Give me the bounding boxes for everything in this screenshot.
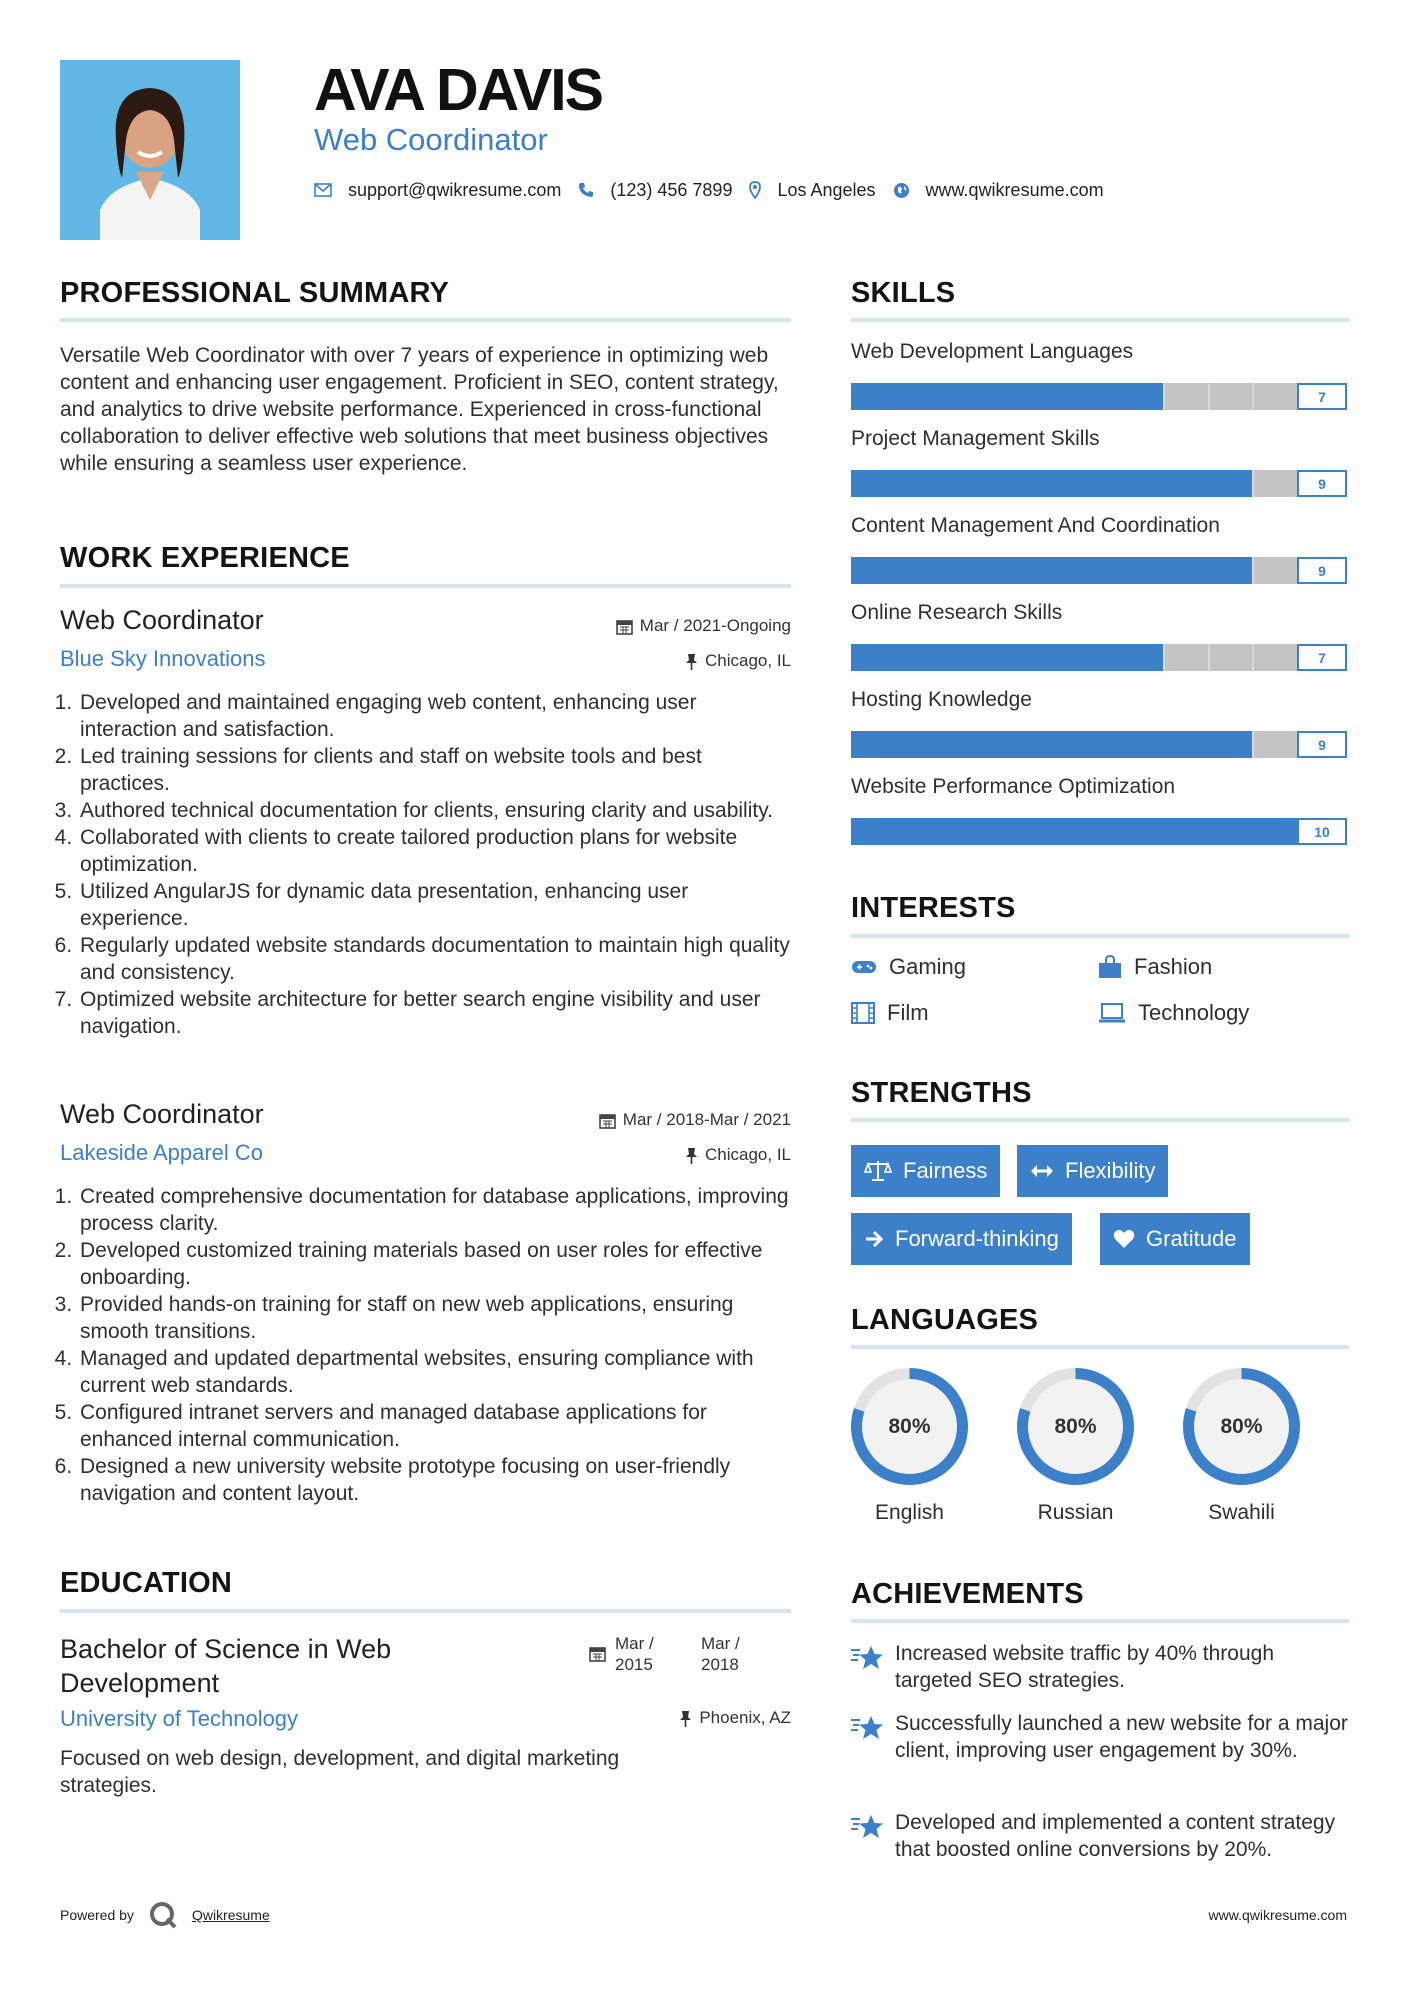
language-percent: 80% — [888, 1414, 931, 1438]
experience-heading: WORK EXPERIENCE — [60, 542, 350, 574]
contact-phone-text: (123) 456 7899 — [610, 179, 733, 200]
interest-label: Fashion — [1134, 954, 1213, 979]
education-end — [701, 1633, 740, 1675]
skill-bar-segment — [1163, 644, 1165, 671]
achievement-text: Developed and implemented a content strategy that boosted online conversions by 20%. — [895, 1811, 1336, 1861]
contact-website-text: www.qwikresume.com — [925, 179, 1104, 200]
heart-icon — [1113, 1229, 1135, 1249]
calendar-icon — [616, 618, 633, 635]
qwikresume-logo-icon — [148, 1900, 178, 1930]
profile-photo — [60, 60, 240, 240]
list-item: 5. Configured intranet servers and managed database applications for enhanced internal communication. — [78, 1399, 791, 1453]
list-item: 5. Utilized AngularJS for dynamic data presentation, enhancing user experience. — [78, 878, 791, 932]
skill-bar-segment — [1252, 557, 1254, 584]
calendar-icon — [599, 1112, 616, 1129]
contact-bar — [314, 178, 1121, 202]
list-item: 7. Optimized website architecture for better search engine visibility and user navigation. — [78, 986, 791, 1040]
interest-item-film — [851, 1000, 929, 1026]
skill-bar-segment — [1208, 383, 1210, 410]
strength-chip-gratitude — [1100, 1213, 1250, 1265]
skill-label: Online Research Skills — [851, 601, 1063, 624]
education-location — [679, 1708, 791, 1728]
envelope-icon — [314, 183, 332, 197]
job-title: Web Coordinator — [60, 605, 264, 635]
strength-label: Fairness — [903, 1158, 988, 1183]
gamepad-icon — [851, 958, 877, 976]
skill-bar — [851, 731, 1347, 758]
interest-label: Technology — [1138, 1000, 1250, 1025]
strength-chip-fairness — [851, 1145, 1000, 1197]
skill-label: Hosting Knowledge — [851, 688, 1032, 711]
skill-bar-fill — [851, 731, 1252, 758]
language-ring — [1015, 1366, 1136, 1487]
experience-rule — [60, 584, 791, 588]
contact-location — [749, 180, 875, 201]
skill-bar-segment — [1208, 644, 1210, 671]
language-name: Swahili — [1208, 1501, 1275, 1524]
shooting-star-icon — [850, 1813, 884, 1846]
language-name: Russian — [1037, 1501, 1114, 1524]
pushpin-icon — [685, 653, 698, 670]
strength-label: Flexibility — [1065, 1158, 1156, 1183]
interests-heading: INTERESTS — [851, 892, 1016, 924]
shooting-star-icon — [850, 1714, 884, 1747]
contact-website[interactable] — [893, 180, 1104, 201]
skill-score: 9 — [1297, 731, 1347, 758]
list-item: 4. Managed and updated departmental websites, ensuring compliance with current web standards. — [78, 1345, 791, 1399]
school-name: University of Technology — [60, 1706, 299, 1731]
education-heading: EDUCATION — [60, 1567, 233, 1599]
language-percent: 80% — [1054, 1414, 1097, 1438]
interest-item-technology — [1098, 1000, 1249, 1026]
list-item: 3. Provided hands-on training for staff on new web applications, ensuring smooth transitions. — [78, 1291, 791, 1345]
job-location — [685, 1145, 791, 1165]
contact-email[interactable] — [314, 180, 561, 201]
education-start-year: 2015 — [615, 1655, 653, 1674]
achievement-text: Increased website traffic by 40% through targeted SEO strategies. — [895, 1642, 1274, 1692]
candidate-role: Web Coordinator — [314, 122, 548, 157]
list-item: 1. Created comprehensive documentation for database applications, improving process clarity. — [78, 1183, 791, 1237]
list-item: 6. Regularly updated website standards documentation to maintain high quality and consistency. — [78, 932, 791, 986]
education-date — [589, 1633, 789, 1673]
strength-label: Forward-thinking — [895, 1226, 1059, 1251]
skill-label: Project Management Skills — [851, 427, 1100, 450]
language-name: English — [875, 1501, 944, 1524]
education-end-year: 2018 — [701, 1655, 739, 1674]
achievements-heading: ACHIEVEMENTS — [851, 1578, 1084, 1610]
list-item: 2. Developed customized training materials based on user roles for effective onboarding. — [78, 1237, 791, 1291]
map-marker-icon — [749, 181, 761, 199]
film-icon — [851, 1002, 875, 1024]
job-location-text: Chicago, IL — [705, 1145, 791, 1164]
list-item: 4. Collaborated with clients to create tailored production plans for website optimization. — [78, 824, 791, 878]
contact-location-text: Los Angeles — [777, 179, 876, 200]
skill-score: 9 — [1297, 557, 1347, 584]
interest-label: Film — [887, 1000, 929, 1025]
shooting-star-icon — [850, 1644, 884, 1677]
globe-icon — [893, 182, 910, 199]
skill-bar — [851, 383, 1347, 410]
interest-label: Gaming — [889, 954, 967, 979]
skill-bar-fill — [851, 644, 1163, 671]
skill-score: 7 — [1297, 383, 1347, 410]
arrow-right-icon — [864, 1229, 884, 1249]
skill-bar-segment — [1252, 731, 1254, 758]
powered-by-text: Powered by — [60, 1907, 134, 1923]
footer-powered — [60, 1900, 270, 1930]
brand-link[interactable]: Qwikresume — [191, 1907, 270, 1923]
list-item: 2. Led training sessions for clients and staff on website tools and best practices. — [78, 743, 791, 797]
skill-bar-fill — [851, 557, 1252, 584]
strength-chip-flexibility — [1017, 1145, 1168, 1197]
achievements-rule — [851, 1619, 1349, 1623]
footer-url[interactable]: www.qwikresume.com — [1208, 1907, 1347, 1923]
skill-bar-fill — [851, 470, 1252, 497]
strengths-rule — [851, 1118, 1349, 1122]
skill-bar-segment — [1163, 383, 1165, 410]
job-company: Lakeside Apparel Co — [60, 1140, 264, 1165]
job-date — [616, 616, 791, 636]
education-location-text: Phoenix, AZ — [699, 1708, 791, 1727]
degree-title: Bachelor of Science in Web Development — [60, 1634, 392, 1698]
skill-label: Web Development Languages — [851, 340, 1134, 363]
skill-bar-fill — [851, 383, 1163, 410]
skill-bar-segment — [1252, 644, 1254, 671]
interest-item-fashion — [1098, 954, 1212, 980]
job-location-text: Chicago, IL — [705, 651, 791, 670]
skill-bar — [851, 818, 1347, 845]
summary-text: Versatile Web Coordinator with over 7 years of experience in optimizing web content and enhancing user engagement. Proficient in SEO, content strategy, and analytics to drive website performance. Experienced in cross-functional collaboration to deliver effective web solutions that meet business objectives while ensuring a seamless user experience. — [60, 344, 779, 475]
languages-rule — [851, 1345, 1349, 1349]
strength-label: Gratitude — [1146, 1226, 1237, 1251]
job-company: Blue Sky Innovations — [60, 646, 266, 671]
list-item: 1. Developed and maintained engaging web content, enhancing user interaction and satisfaction. — [78, 689, 791, 743]
contact-phone[interactable] — [578, 180, 732, 201]
skill-label: Content Management And Coordination — [851, 514, 1220, 537]
skill-bar — [851, 470, 1347, 497]
education-end-month: Mar / — [701, 1634, 740, 1653]
candidate-name: AVA DAVIS — [314, 57, 602, 123]
laptop-icon — [1098, 1003, 1126, 1023]
skill-bar — [851, 557, 1347, 584]
skill-bar-segment — [1252, 383, 1254, 410]
summary-rule — [60, 318, 791, 322]
skill-score: 10 — [1297, 818, 1347, 845]
shopping-bag-icon — [1098, 955, 1122, 979]
summary-heading: PROFESSIONAL SUMMARY — [60, 277, 450, 309]
skill-bar-fill — [851, 818, 1297, 845]
skill-label: Website Performance Optimization — [851, 775, 1176, 798]
skill-bar — [851, 644, 1347, 671]
education-start-month: Mar / — [615, 1634, 654, 1653]
skills-rule — [851, 318, 1349, 322]
balance-scale-icon — [864, 1160, 892, 1182]
languages-heading: LANGUAGES — [851, 1304, 1039, 1336]
job-duties — [60, 689, 791, 1040]
language-ring — [1181, 1366, 1302, 1487]
education-description: Focused on web design, development, and digital marketing strategies. — [60, 1747, 620, 1797]
contact-email-text: support@qwikresume.com — [348, 179, 562, 200]
skill-score: 9 — [1297, 470, 1347, 497]
job-date-text: Mar / 2021-Ongoing — [639, 616, 791, 635]
job-title: Web Coordinator — [60, 1099, 264, 1129]
job-location — [685, 651, 791, 671]
calendar-icon — [589, 1645, 606, 1662]
strength-chip-forward-thinking — [851, 1213, 1072, 1265]
language-percent: 80% — [1220, 1414, 1263, 1438]
job-date — [599, 1110, 791, 1130]
pushpin-icon — [679, 1710, 692, 1727]
achievement-text: Successfully launched a new website for a major client, improving user engagement by 30%. — [895, 1712, 1348, 1762]
language-ring — [849, 1366, 970, 1487]
skills-heading: SKILLS — [851, 277, 956, 309]
job-date-text: Mar / 2018-Mar / 2021 — [622, 1110, 791, 1129]
skill-bar-segment — [1252, 470, 1254, 497]
list-item: 3. Authored technical documentation for clients, ensuring clarity and usability. — [78, 797, 791, 824]
strengths-heading: STRENGTHS — [851, 1077, 1032, 1109]
interests-rule — [851, 934, 1349, 938]
pushpin-icon — [685, 1147, 698, 1164]
education-rule — [60, 1609, 791, 1613]
phone-icon — [578, 182, 594, 198]
arrows-horizontal-icon — [1030, 1164, 1054, 1178]
job-duties — [60, 1183, 791, 1507]
skill-score: 7 — [1297, 644, 1347, 671]
interest-item-gaming — [851, 954, 966, 980]
education-start — [615, 1633, 654, 1675]
list-item: 6. Designed a new university website prototype focusing on user-friendly navigation and content layout. — [78, 1453, 791, 1507]
